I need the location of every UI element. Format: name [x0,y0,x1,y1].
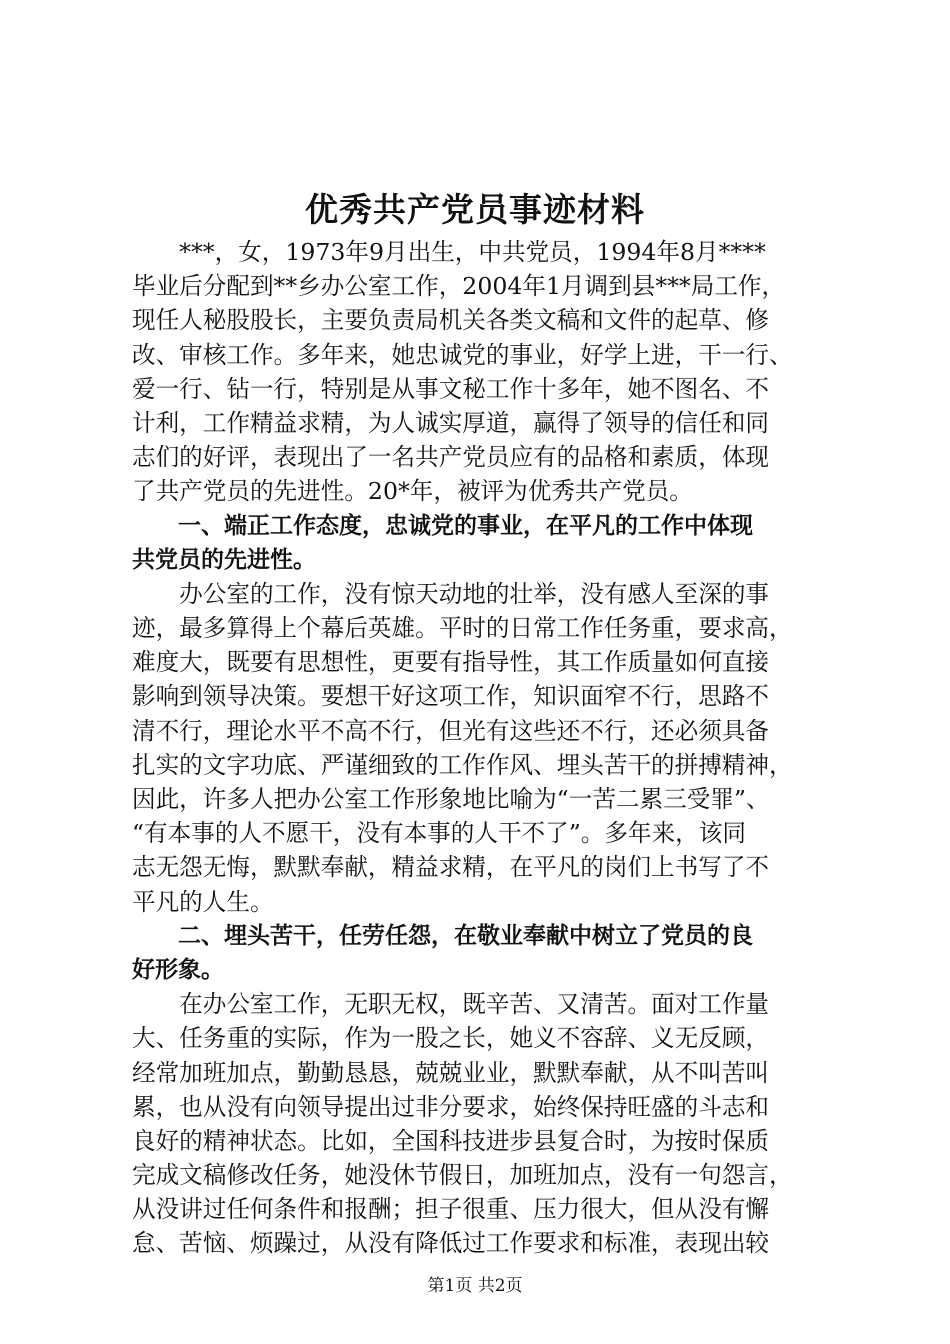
body-line: 计利，工作精益求精，为人诚实厚道，赢得了领导的信任和同 [132,408,770,437]
body-line: 从没讲过任何条件和报酬；担子很重、压力很大，但从没有懈 [132,1195,770,1224]
body-line: 志们的好评，表现出了一名共产党员应有的品格和素质，体现 [132,443,770,472]
body-line: 影响到领导决策。要想干好这项工作，知识面窄不行，思路不 [132,682,770,711]
body-line: 良好的精神状态。比如，全国科技进步县复合时，为按时保质 [132,1126,770,1155]
section-heading-2: 二、埋头苦干，任劳任怨，在敬业奉献中树立了党员的良 [132,922,753,949]
body-line: 大、任务重的实际，作为一股之长，她义不容辞、义无反顾， [132,1024,770,1053]
section-heading-1-cont: 共党员的先进性。 [132,546,316,573]
body-line: 改、审核工作。多年来，她忠诚党的事业，好学上进，干一行、 [132,340,793,369]
body-line: 爱一行、钻一行，特别是从事文秘工作十多年，她不图名、不 [132,374,770,403]
section-heading-2-cont: 好形象。 [132,956,224,983]
body-line: 办公室的工作，没有惊天动地的壮举，没有感人至深的事 [132,579,770,608]
body-line: 清不行，理论水平不高不行，但光有这些还不行，还必须具备 [132,716,770,745]
body-line: “有本事的人不愿干，没有本事的人干不了”。多年来，该同 [132,819,746,848]
body-line: 平凡的人生。 [132,887,274,916]
body-line: 毕业后分配到**乡办公室工作，2004年1月调到县***局工作， [132,272,786,301]
document-title: 优秀共产党员事迹材料 [305,190,645,229]
body-line: 完成文稿修改任务，她没休节假日，加班加点，没有一句怨言， [132,1161,793,1190]
document-body [132,235,832,1261]
body-line: 迹，最多算得上个幕后英雄。平时的日常工作任务重，要求高， [132,614,793,643]
section-heading-1: 一、端正工作态度，忠诚党的事业，在平凡的工作中体现 [132,512,753,539]
body-line: 现任人秘股股长，主要负责局机关各类文稿和文件的起草、修 [132,306,770,335]
body-line: 经常加班加点，勤勤恳恳，兢兢业业，默默奉献，从不叫苦叫 [132,1058,770,1087]
body-line: 累，也从没有向领导提出过非分要求，始终保持旺盛的斗志和 [132,1092,770,1121]
body-line: 难度大，既要有思想性，更要有指导性，其工作质量如何直接 [132,648,770,677]
body-line: 怠、苦恼、烦躁过，从没有降低过工作要求和标准，表现出较 [132,1229,770,1258]
body-line: 在办公室工作，无职无权，既辛苦、又清苦。面对工作量 [132,990,770,1019]
body-line: 扎实的文字功底、严谨细致的工作作风、埋头苦干的拼搏精神， [132,750,793,779]
body-line: ***，女，1973年9月出生，中共党员，1994年8月**** [132,238,766,266]
body-line: 志无怨无悔，默默奉献，精益求精，在平凡的岗们上书写了不 [132,853,770,882]
body-line: 因此，许多人把办公室工作形象地比喻为“一苦二累三受罪”、 [132,785,770,813]
body-line: 了共产党员的先进性。20*年，被评为优秀共产党员。 [132,477,693,506]
page-footer: 第1页 共2页 [427,1276,523,1296]
